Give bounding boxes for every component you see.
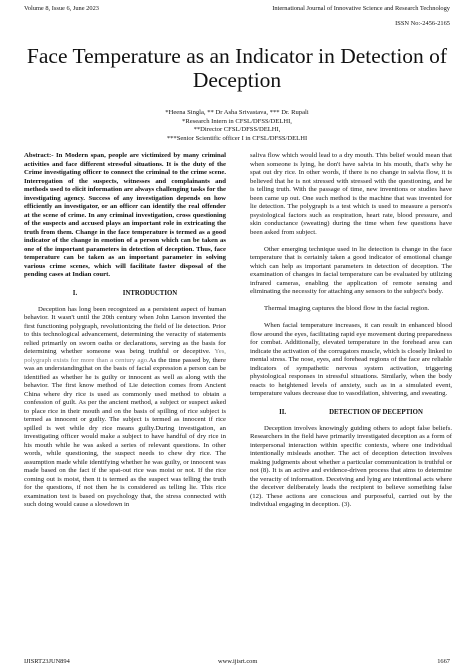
facial-temperature-paragraph: When facial temperature increases, it can result in enhanced blood flow around the eyes, facilitating rapid eye movement during preparedness for combat. Additionally, elevated temperature in the forehead area can indicate the activation of the corrugators muscle, which is closely linked to mental stress. The nose, eyes, and forehead regions of the face are reliable indicators of sympathetic nervous system activation, triggering physiological responses in stressful situations. Similarly, when the body reacts to heightened levels of anxiety, such as in a simulated event, temperature values decrease due to vasodilation, shivering, and sweating. — [250, 322, 452, 397]
section-heading-introduction — [24, 290, 226, 298]
intro-text-start: Deception has long been recognized as a persistent aspect of human behavior. It wasn't until the 20th century when John Larson invented the first functioning polygraph, revolutionizing the field of lie detection. Prior to this technological advancement, determining the veracity of statements relied primarily on sworn oaths or declarations, serving as the basis for determining whether someone was being truthful or deceptive. — [24, 305, 226, 355]
author-affiliation-3: ***Senior Scientific officer I in CFSL/DFSS/DELHI — [166, 134, 308, 142]
section-title: INTRODUCTION — [122, 289, 178, 297]
right-column — [250, 152, 452, 510]
journal-website[interactable]: www.ijisrt.com — [218, 658, 258, 665]
left-column — [24, 152, 226, 510]
intro-text-rest: As the time passed by, there was an understandingthat on the basis of facial expression a person can be identified as whether he is guilty or innocent as well as along with the behavior. The first know method of Lie detection comes from Ancient China where dry rice is used as commonly used method to obtain a confession of guilt. As per the ancient method, a subject or suspect asked to place rice in their mouth and on the basis of spilling of rice subject is termed as innocent or guilty. The subject is termed as innocent if rice spilled is wet while dry rice means guilty.During investigation, an investigating officer would make a subject to have handful of dry rice in his mouth while he was asked a series of relevant questions. In other words, while questioning, the suspect needs to chew dry rice. The assumption made while identifying whether he was guilty, or innocent was made based on the fact if the spat-out rice was moist or not. If the rice coming out is moist, then it is termed as the suspect was telling the truth for the questions, if not then he is considered as telling lie. This rice examination test is based on psychology that, the stress connected with such doing would cause a slowdown in — [24, 356, 226, 508]
journal-volume: Volume 8, Issue 6, June 2023 — [24, 5, 99, 12]
polygraph-link[interactable]: Yes, polygraph exists for more than a century ago. — [24, 348, 226, 364]
deception-paragraph: Deception involves knowingly guiding others to adopt false beliefs. Researchers in the field have primarily investigated deception as a form of interpersonal interaction within specific contexts, where one individual intentionally misleads another. The act of deception detection involves making judgments about whether a particular communication is truthful or not (8). It is an active and evidence-driven process that aims to determine the veracity of information. Deceiving and lying are intentional acts where the deceiver deliberately leads the recipient to believe something false (12). These actions are conscious and purposeful, carried out by the individual engaging in deception. (3). — [250, 424, 452, 508]
section-heading-detection — [250, 409, 452, 417]
section-title: DETECTION OF DECEPTION — [329, 408, 423, 416]
author-block — [24, 109, 450, 143]
abstract: Abstract:- In Modern span, people are victimized by many criminal activities and face different stressful situations. It is the duty of the Crime investigating officer to connect the criminal to the crime scene. Interrogation of the suspects, witnesses and complainants and methods used to elicit information are always challenging tasks for the investigating agency. Success of any investigation depends on how efficiently an investigator, or an officer can identify the real offender at the scene of crime. In any criminal investigation, cross questioning of the suspects and accused plays an important role in extricating the truth from them. Change in the face temperature is termed as a good indicator of the change in emotion of a person which can be taken as one of the important parameters in detection of deception. Thus, face temperature can be taken as an important parameter in solving various crime scenes, which will facilitate faster disposal of the pending cases at Indian court. — [24, 152, 226, 278]
paper-title: Face Temperature as an Indicator in Detection of Deception — [26, 44, 448, 92]
saliva-paragraph: saliva flow which would lead to a dry mouth. This belief would mean that when someone is lying, he don't have salvia in his mouth, that's why he spat out dry rice. In other words, if there is no change in salvia flow, it is believed that he is not stressed with stressed with the questioning, and he is telling truth. With the passage of time, new inventions or studies have been came up out. One such method is the machine that was invented for lie detection. The polygraph is a test which is used to measure a person's psysiological factors such as respiration, heart rate, blood pressure, and skin conductance (sweating) during the time when few questions have been asked from subject. — [250, 152, 452, 236]
section-number: I. — [72, 289, 78, 297]
journal-name: International Journal of Innovative Science and Research Technology — [272, 5, 450, 12]
author-affiliation-1: *Research Intern in CFSL/DFSS/DELHI, — [182, 117, 292, 125]
author-names: *Heena Singla, ** Dr Asha Srivastava, *** Dr. Rupali — [165, 109, 309, 116]
section-number: II. — [279, 408, 287, 416]
thermal-imaging-paragraph: Thermal imaging captures the blood flow in the facial region. — [264, 305, 430, 312]
intro-paragraph — [24, 306, 226, 510]
author-affiliation-2: **Director CFSL/DFSS/DELHI, — [193, 126, 281, 134]
face-temperature-paragraph: Other emerging technique used in lie detection is change in the face temperature that is certainly taken a good indicator of emotional change which can help as important parameters in detection of deception. The examination of changes in facial temperature can be evaluated by utilizing infrared cameras, enabling the application of remote sensing and eliminating the necessity for attaching any sensors to the subject's body. — [250, 245, 452, 295]
page-number: 1667 — [437, 658, 450, 665]
issn: ISSN No:-2456-2165 — [395, 20, 450, 27]
paper-id: IJISRT23JUN894 — [24, 658, 70, 665]
